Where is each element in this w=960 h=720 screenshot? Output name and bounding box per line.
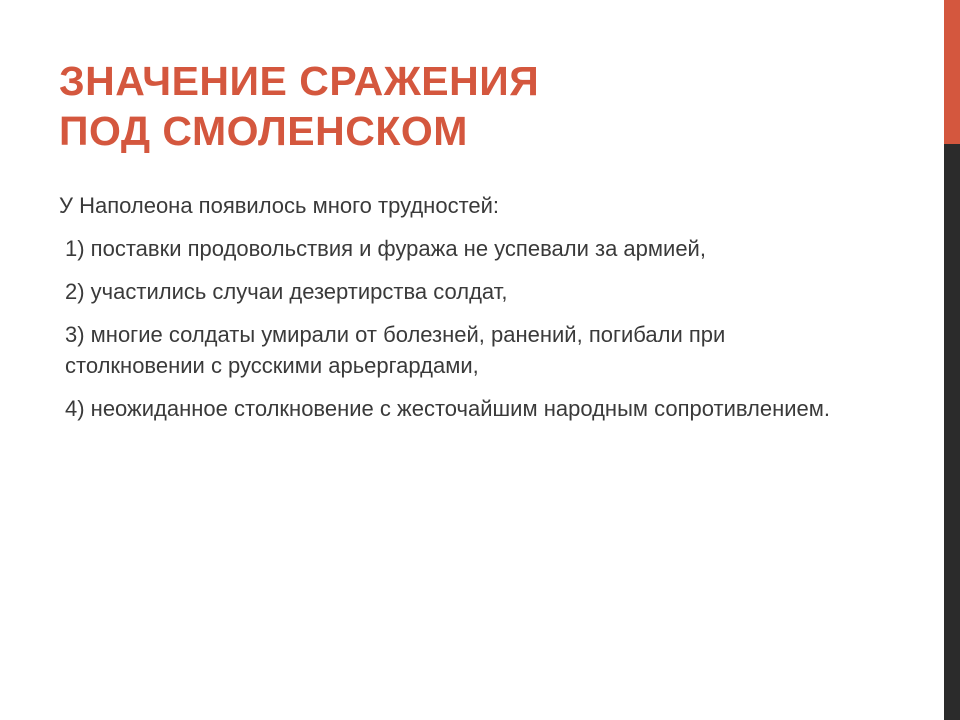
- title-line-2: ПОД СМОЛЕНСКОМ: [59, 108, 468, 154]
- list-item-2: 2) участились случаи дезертирства солдат,: [65, 279, 508, 304]
- list-item-4: 4) неожиданное столкновение с жесточайшим народным сопротивлением.: [65, 396, 831, 421]
- list-item-1: 1) поставки продовольствия и фуража не успевали за армией,: [65, 236, 706, 261]
- slide-body: [59, 190, 839, 436]
- title-line-1: ЗНАЧЕНИЕ СРАЖЕНИЯ: [59, 58, 540, 104]
- dark-side-bar: [944, 144, 960, 720]
- list-item-3: 3) многие солдаты умирали от болезней, ранений, погибали при столкновении с русскими арьергардами,: [65, 322, 726, 378]
- accent-bar: [944, 0, 960, 144]
- intro-text: У Наполеона появилось много трудностей:: [59, 193, 500, 218]
- slide-title: [59, 56, 919, 156]
